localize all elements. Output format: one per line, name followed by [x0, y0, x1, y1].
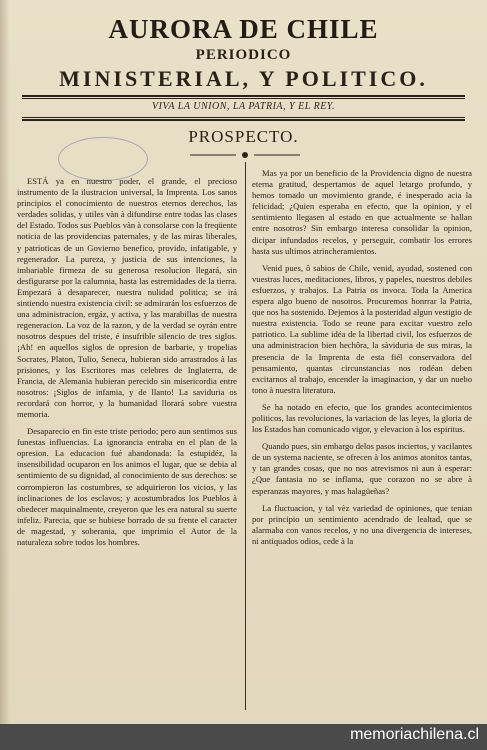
right-paragraph-1: Mas ya por un beneficio de la Providencia digno de nuestra eterna gratitud, despertamos de aquel letargo profundo, y hemos tomado un movimiento grande, é inesperado acia la felicidad; ¿Quien esperaba en efecto, que la opinion, y el sentimiento llegasen al estado en que actualmente se hallan entre nosotros? Sin embargo interesa consolidar la opinion, dicipar infundados recelos, y perseguir, combatir los errores hasta sus ultimos atrincheramientos.	[252, 168, 472, 256]
left-column	[17, 176, 237, 554]
masthead-rule-bottom-thin	[22, 117, 465, 118]
column-divider	[245, 162, 246, 710]
right-paragraph-5: La fluctuacion, y tal vèz variedad de opiniones, que tenian por principio un sentimiento acendrado de lealtad, que se alarmaba con vanos recelos, y no una divergencia de intereses, ni antiquados odios, cede à la	[252, 502, 472, 546]
left-paragraph-1: ESTÁ ya en nuestro poder, el grande, el precioso instrumento de la ilustracion universal, la Imprenta. Los sanos principios el conocimiento de nuestros eternos derechos, las verdades solidas, y utiles vàn à difundirse entre todas las clases del Estado. Todos sus Pueblos vàn à consolarse con la freqüente noticia de las providencias paternales, y de las miras liberales, y patrioticas de un Govierno benefico, provido, infatigable, y regenerador. La pureza, y justicia de sus intenciones, la imbariable firmeza de su generosa resolucion llegará, sin desfigurarse por la calumnia, hasta las estremidades de la tierra. Empezará à desaparecer, nuestra nulidad politica; se irá sintiendo nuestra existencia civil: se admirarán los esfuerzos de una administracion, ergáz, y activa, y las marabillas de nuestra regeneracion. La voz de la razon, y de la verdad se oyrán entre nosotros despues del triste, é insufrible silencio de tres siglos. ¡Ah! en aquellos siglos de opresion de barbarie, y tropelias Socrates, Platon, Tulio, Seneca, hubieran sido arrastrados à las prisiones, y los Escritores mas celebres de Inglaterra, de Francia, de Alemania hubieran perecido sin misericordia entre nosotros: ¡Siglos de infamia, y de llanto! La saviduria os recordará con horror, y la humanidad llorará sobre vuestra memoria.	[17, 176, 238, 419]
masthead-rule-top-thin	[22, 98, 465, 99]
newspaper-title: AURORA DE CHILE	[108, 14, 379, 44]
newspaper-subtitle-ministerial: MINISTERIAL, Y POLITICO.	[59, 66, 428, 91]
library-stamp	[58, 137, 148, 181]
right-paragraph-4: Quando pues, sin embargo delos pasos inciertos, y vacilantes de un systema naciente, se ofrecen à los animos atonitos tantas, y tan grandes cosas, que no nos atrevismos ni aun à esperar: ¿Que fantasia no se inflama, que corazon no se abre à esperanzas mayores, y mas halagüeñas?	[252, 441, 472, 496]
section-title: PROSPECTO.	[188, 127, 299, 146]
newspaper-subtitle-periodico: PERIODICO	[195, 47, 292, 63]
watermark-bar	[0, 724, 487, 750]
right-paragraph-3: Se ha notado en efecto, que los grandes acontecimientos politicos, las revoluciones, la variacion de las leyes, la gloria de los Estados han comunicado vigor, y elevacion à los espiritus.	[252, 401, 472, 435]
right-paragraph-2: Venid pues, ô sabios de Chile, venid, ayudad, sostened con vuestras luces, meditaciones, libros, y papeles, nuestros debiles esfuerzos, y trabajos. La Patria os invoca. Toda la America espera algo bueno de nosotros. Procuremos honrrar la Patria, que nos ha sostenido. Dejemos à la posteridad algun vestigio de nuestra existencia. Todo se reune para excitar vuestro zelo patriotico. La sublime idéa de la libertad civil, los esfuerzos de una administracion bien hechôra, la sàviduria de sus miras, la presencia de la Imprenta de esta fiél conservadora del pensamiento, quantas circunstancias nos rodéan deben excitarnos al trabajo, encender la imaginacion, y dar un nuebo tono à nuestra literatura.	[252, 262, 472, 395]
masthead-rule-top	[22, 95, 465, 97]
right-column	[252, 168, 472, 553]
watermark-text: memoriachilena.cl	[350, 726, 479, 743]
masthead-rule-bottom	[22, 119, 465, 121]
ornament-divider	[190, 150, 300, 160]
newspaper-motto: VIVA LA UNION, LA PATRIA, Y EL REY.	[152, 101, 335, 112]
left-paragraph-2: Desaparecio en fin este triste periodo; pero aun sentimos sus funestas influencias. La ignorancia entraba en el plan de la opresion. La educacion fué abandonada: la estupidéz, la insensibilidad ocuparon en los animos el lugar, que se debia al sentimiento de su dignidad, al conocimiento de sus derechos: se corrompieron las costumbres, se adquirieron los vicios, y las inclinaciones de los esclavos; y acostumbrados los Pueblos à obedecer maquinalmente, creyeron que les era natural su suerte infeliz. Parecia, que se hubiese borrado de su frente el caracter de magestad, y soberania, que imprimio el Autor de la naturaleza sobre todos los hombres.	[17, 426, 237, 547]
